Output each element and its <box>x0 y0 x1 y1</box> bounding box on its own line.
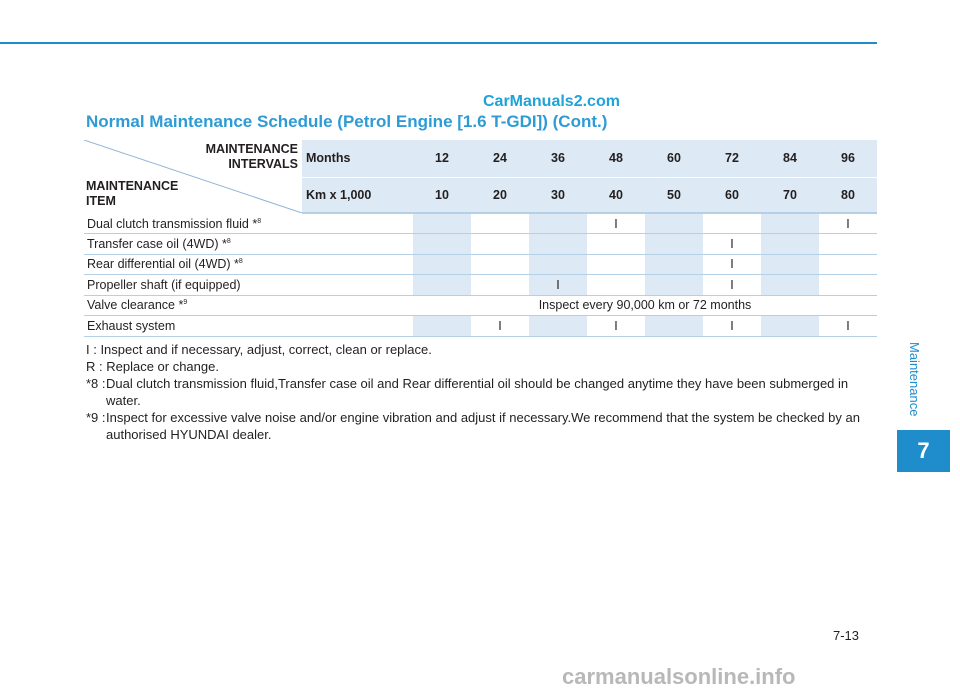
schedule-cell <box>645 254 703 275</box>
schedule-cell <box>413 316 471 337</box>
table-row <box>84 234 877 255</box>
table-row <box>84 213 877 234</box>
table-row <box>84 275 877 296</box>
section-tab-label: Maintenance <box>907 342 922 417</box>
schedule-cell <box>587 234 645 255</box>
schedule-cell <box>471 275 529 296</box>
schedule-cell <box>703 213 761 234</box>
note-text: R : Replace or change. <box>86 359 219 374</box>
schedule-cell <box>413 213 471 234</box>
interval-note: Inspect every 90,000 km or 72 months <box>413 295 877 316</box>
months-cell: 84 <box>761 140 819 177</box>
row-label <box>84 213 413 234</box>
note-footnote-9 <box>86 409 878 443</box>
schedule-cell: I <box>703 316 761 337</box>
schedule-cell <box>529 316 587 337</box>
km-header: Km x 1,000 <box>302 177 413 213</box>
km-cell: 60 <box>703 177 761 213</box>
row-label <box>84 275 413 296</box>
schedule-cell <box>587 275 645 296</box>
months-cell: 72 <box>703 140 761 177</box>
schedule-cell <box>761 213 819 234</box>
top-rule <box>0 42 877 44</box>
schedule-cell <box>413 234 471 255</box>
schedule-cell <box>761 254 819 275</box>
km-cell: 50 <box>645 177 703 213</box>
months-cell: 96 <box>819 140 877 177</box>
schedule-cell <box>645 213 703 234</box>
note-footnote-8 <box>86 375 878 409</box>
table-row <box>84 254 877 275</box>
watermark-top: CarManuals2.com <box>483 93 620 110</box>
schedule-cell: I <box>819 213 877 234</box>
row-label <box>84 234 413 255</box>
watermark-bottom: carmanualsonline.info <box>562 664 796 689</box>
row-footnote-ref: 9 <box>183 299 188 307</box>
note-key: *9 : <box>86 410 106 425</box>
schedule-cell: I <box>703 234 761 255</box>
row-footnote-ref: 8 <box>238 258 243 266</box>
note-key: *8 : <box>86 376 106 391</box>
note-text: Inspect for excessive valve noise and/or engine vibration and adjust if necessary.We recommend that the system be checked by an authorised HYUNDAI dealer. <box>106 410 860 442</box>
schedule-cell <box>587 254 645 275</box>
schedule-cell: I <box>703 254 761 275</box>
row-label <box>84 254 413 275</box>
header-corner <box>84 140 302 213</box>
km-cell: 10 <box>413 177 471 213</box>
months-cell: 60 <box>645 140 703 177</box>
schedule-cell <box>819 254 877 275</box>
row-label-text: Exhaust system <box>87 318 176 333</box>
chapter-number: 7 <box>897 430 950 472</box>
months-cell: 24 <box>471 140 529 177</box>
row-label <box>84 316 413 337</box>
months-cell: 36 <box>529 140 587 177</box>
page-number: 7-13 <box>833 628 860 643</box>
item-label-line1: MAINTENANCE <box>86 178 179 193</box>
schedule-cell <box>529 234 587 255</box>
row-label <box>84 295 413 316</box>
schedule-cell <box>761 275 819 296</box>
schedule-cell <box>471 213 529 234</box>
schedule-cell <box>645 234 703 255</box>
schedule-cell <box>413 275 471 296</box>
schedule-cell <box>413 254 471 275</box>
schedule-cell: I <box>471 316 529 337</box>
schedule-cell: I <box>703 275 761 296</box>
note-text: Dual clutch transmission fluid,Transfer case oil and Rear differential oil should be changed anytime they have been submerged in water. <box>106 376 849 408</box>
schedule-cell <box>645 275 703 296</box>
note-replace <box>86 358 878 375</box>
km-cell: 80 <box>819 177 877 213</box>
maintenance-schedule-table <box>84 140 877 337</box>
row-footnote-ref: 8 <box>257 217 262 225</box>
intervals-label-line2: INTERVALS <box>228 157 298 171</box>
km-cell: 40 <box>587 177 645 213</box>
schedule-cell: I <box>529 275 587 296</box>
months-cell: 12 <box>413 140 471 177</box>
schedule-cell <box>761 316 819 337</box>
km-cell: 30 <box>529 177 587 213</box>
table-row <box>84 295 877 316</box>
page-title: Normal Maintenance Schedule (Petrol Engine [1.6 T-GDI]) (Cont.) <box>86 112 608 131</box>
table-row <box>84 316 877 337</box>
row-label-text: Valve clearance * <box>87 298 184 313</box>
footnotes <box>86 341 878 443</box>
row-label-text: Transfer case oil (4WD) * <box>87 236 227 251</box>
schedule-cell: I <box>587 213 645 234</box>
intervals-label-line1: MAINTENANCE <box>205 142 298 156</box>
schedule-cell <box>645 316 703 337</box>
schedule-cell <box>761 234 819 255</box>
row-footnote-ref: 8 <box>226 237 231 245</box>
item-label <box>86 179 178 209</box>
schedule-cell: I <box>819 316 877 337</box>
note-inspect <box>86 341 878 358</box>
schedule-cell <box>819 234 877 255</box>
note-text: I : Inspect and if necessary, adjust, correct, clean or replace. <box>86 342 432 357</box>
schedule-cell <box>471 254 529 275</box>
schedule-cell: I <box>587 316 645 337</box>
months-cell: 48 <box>587 140 645 177</box>
schedule-cell <box>471 234 529 255</box>
km-cell: 70 <box>761 177 819 213</box>
schedule-cell <box>529 213 587 234</box>
intervals-label <box>206 142 298 172</box>
months-header: Months <box>302 140 413 177</box>
item-label-line2: ITEM <box>86 193 116 208</box>
row-label-text: Propeller shaft (if equipped) <box>87 277 241 292</box>
schedule-cell <box>819 275 877 296</box>
row-label-text: Rear differential oil (4WD) * <box>87 257 239 272</box>
row-label-text: Dual clutch transmission fluid * <box>87 216 258 231</box>
km-cell: 20 <box>471 177 529 213</box>
header-row-months <box>84 140 877 177</box>
schedule-cell <box>529 254 587 275</box>
